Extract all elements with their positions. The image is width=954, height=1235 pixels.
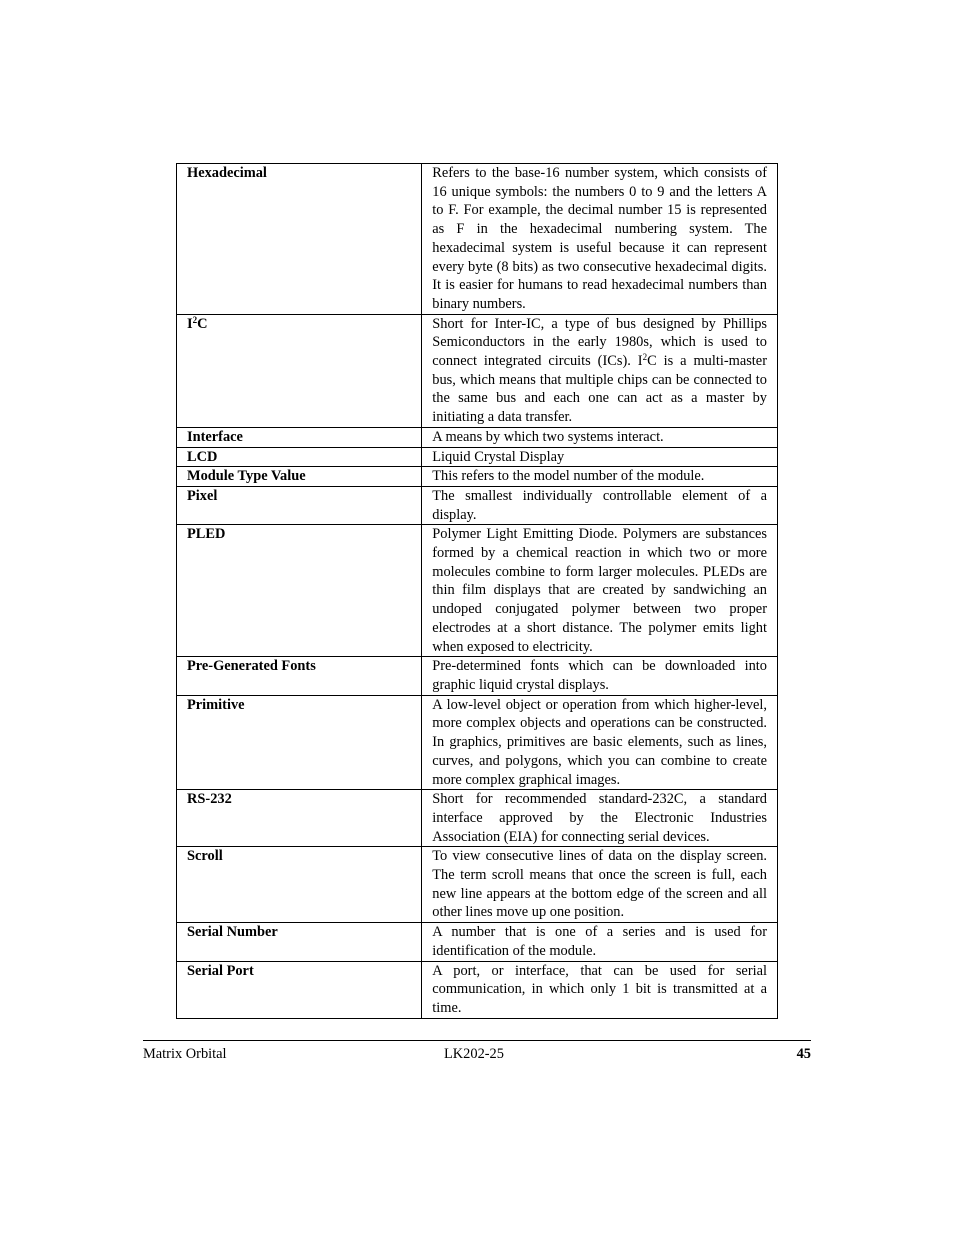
- definition-cell: Pre-determined fonts which can be downloaded into graphic liquid crystal displays.: [422, 657, 778, 695]
- table-row: [177, 427, 778, 447]
- table-row: [177, 923, 778, 961]
- table-row: [177, 961, 778, 1018]
- table-row: [177, 314, 778, 427]
- footer-company: Matrix Orbital: [143, 1046, 227, 1062]
- term-superscript: 2: [192, 314, 198, 325]
- glossary-table: [176, 163, 778, 1019]
- definition-cell: A low-level object or operation from which higher-level, more complex objects and operations can be constructed. In graphics, primitives are basic elements, such as lines, curves, and polygons, which you can combine to create more complex graphical images.: [422, 695, 778, 790]
- table-row: [177, 695, 778, 790]
- table-row: [177, 847, 778, 923]
- definition-cell: To view consecutive lines of data on the display screen. The term scroll means that once the screen is full, each new line appears at the bottom edge of the screen and all other lines move up one position.: [422, 847, 778, 923]
- table-row: [177, 164, 778, 315]
- footer-model: LK202-25: [444, 1046, 504, 1062]
- table-row: [177, 525, 778, 657]
- definition-cell: [422, 314, 778, 427]
- table-row: [177, 790, 778, 847]
- definition-cell: A means by which two systems interact.: [422, 427, 778, 447]
- term-cell: LCD: [177, 447, 422, 467]
- term-cell: RS-232: [177, 790, 422, 847]
- table-row: [177, 486, 778, 524]
- definition-part: Short for Inter-IC, a type of bus designed by Phillips Semiconductors in the early 1980s, which is used to connect integrated circuits (ICs). I: [432, 315, 767, 370]
- term-cell: Module Type Value: [177, 467, 422, 487]
- term-base: I: [187, 315, 193, 332]
- table-row: [177, 657, 778, 695]
- footer-divider: [143, 1040, 811, 1041]
- definition-cell: The smallest individually controllable element of a display.: [422, 486, 778, 524]
- term-tail: C: [197, 315, 208, 332]
- table-row: [177, 467, 778, 487]
- term-cell: Pixel: [177, 486, 422, 524]
- definition-superscript: 2: [642, 352, 648, 363]
- table-row: [177, 447, 778, 467]
- term-cell: PLED: [177, 525, 422, 657]
- page-number: 45: [796, 1046, 811, 1062]
- term-cell: Serial Port: [177, 961, 422, 1018]
- definition-cell: A number that is one of a series and is used for identification of the module.: [422, 923, 778, 961]
- term-cell: Pre-Generated Fonts: [177, 657, 422, 695]
- term-cell: Scroll: [177, 847, 422, 923]
- term-cell: Interface: [177, 427, 422, 447]
- term-cell: Primitive: [177, 695, 422, 790]
- term-cell: [177, 314, 422, 427]
- definition-part: C is a multi-master bus, which means that multiple chips can be connected to the same bus and each one can act as a master by initiating a data transfer.: [432, 353, 767, 426]
- definition-cell: Refers to the base-16 number system, which consists of 16 unique symbols: the numbers 0 to 9 and the letters A to F. For example, the decimal number 15 is represented as F in the hexadecimal numbering system. The hexadecimal system is useful because it can represent every byte (8 bits) as two consecutive hexadecimal digits. It is easier for humans to read hexadecimal numbers than binary numbers.: [422, 164, 778, 315]
- definition-cell: Liquid Crystal Display: [422, 447, 778, 467]
- definition-cell: Polymer Light Emitting Diode. Polymers are substances formed by a chemical reaction in which two or more molecules combine to form larger molecules. PLEDs are thin film displays that are created by sandwiching an undoped conjugated polymer between two proper electrodes at a short distance. The polymer emits light when exposed to electricity.: [422, 525, 778, 657]
- definition-cell: Short for recommended standard-232C, a standard interface approved by the Electronic Industries Association (EIA) for connecting serial devices.: [422, 790, 778, 847]
- term-cell: Serial Number: [177, 923, 422, 961]
- definition-cell: This refers to the model number of the module.: [422, 467, 778, 487]
- term-cell: Hexadecimal: [177, 164, 422, 315]
- definition-cell: A port, or interface, that can be used for serial communication, in which only 1 bit is transmitted at a time.: [422, 961, 778, 1018]
